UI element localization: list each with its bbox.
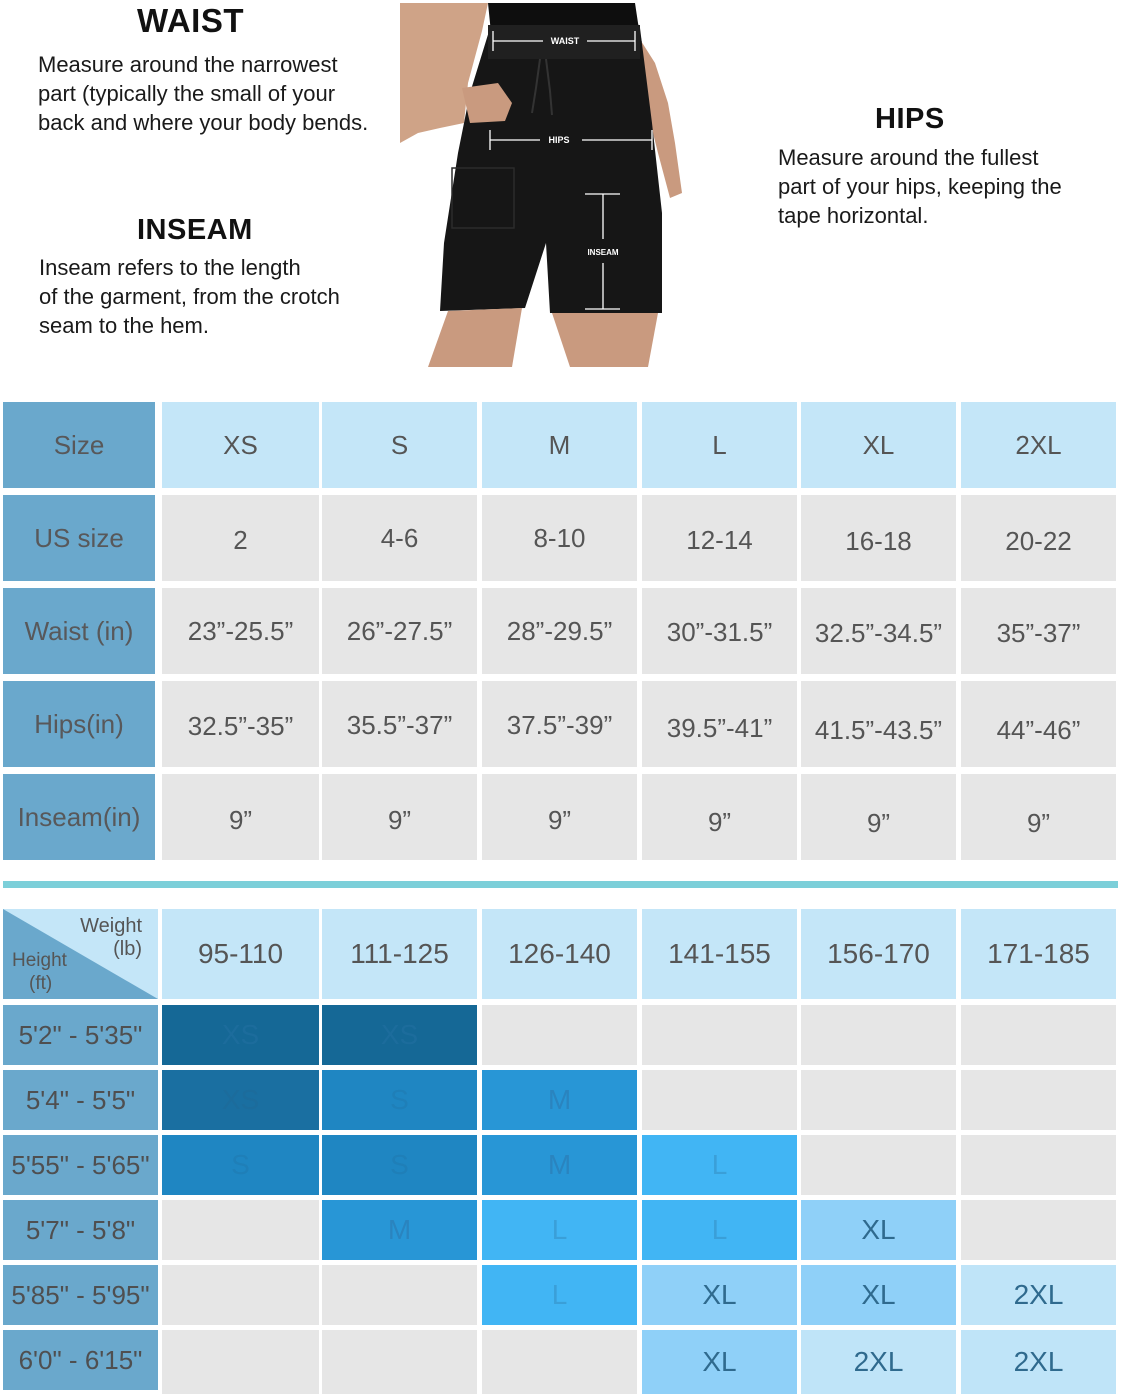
inseam-heading: INSEAM (137, 214, 253, 246)
left-leg (428, 308, 522, 367)
size-recommendation-cell: L (482, 1200, 637, 1260)
weight-header-cell: 126-140 (482, 909, 637, 999)
size-recommendation-cell: XL (642, 1265, 797, 1325)
size-recommendation-cell: M (322, 1200, 477, 1260)
inseam-description-line: of the garment, from the crotch (39, 284, 340, 309)
figure-label-waist: WAIST (550, 36, 580, 46)
height-row-label: 5'4" - 5'5" (3, 1070, 158, 1130)
size-recommendation-cell (162, 1265, 319, 1325)
right-leg (552, 313, 658, 367)
height-unit-label: (ft) (29, 973, 53, 994)
size-header-cell: XL (801, 402, 956, 488)
size-recommendation-cell: M (482, 1135, 637, 1195)
waist-description (38, 50, 368, 137)
size-table-cell: 12-14 (642, 495, 797, 581)
hips-description-line: Measure around the fullest (778, 145, 1039, 170)
hips-heading: HIPS (875, 103, 945, 135)
size-recommendation-cell: XS (162, 1070, 319, 1130)
size-recommendation-cell (961, 1135, 1116, 1195)
size-table-cell: 39.5”-41” (642, 681, 797, 767)
size-recommendation-cell (642, 1070, 797, 1130)
size-table-cell: 9” (961, 774, 1116, 860)
size-table-row-label: Size (3, 402, 155, 488)
height-axis-label (12, 949, 67, 995)
size-header-cell: XS (162, 402, 319, 488)
size-table-cell: 4-6 (322, 495, 477, 581)
size-recommendation-cell: S (322, 1135, 477, 1195)
shorts-body (440, 28, 662, 313)
size-recommendation-cell (322, 1265, 477, 1325)
size-table-cell: 9” (801, 774, 956, 860)
weight-axis-label (80, 915, 142, 961)
size-table-cell: 16-18 (801, 495, 956, 581)
size-recommendation-cell (642, 1005, 797, 1065)
size-table-cell: 35”-37” (961, 588, 1116, 674)
size-table-cell: 9” (482, 774, 637, 860)
weight-height-corner-header (3, 909, 158, 999)
weight-unit-label: (lb) (113, 938, 142, 960)
size-header-cell: L (642, 402, 797, 488)
size-table-cell: 32.5”-34.5” (801, 588, 956, 674)
size-table-cell: 9” (642, 774, 797, 860)
size-header-cell: M (482, 402, 637, 488)
height-row-label: 6'0" - 6'15" (3, 1330, 158, 1390)
size-table-cell: 32.5”-35” (162, 681, 319, 767)
size-table-row-label: US size (3, 495, 155, 581)
size-recommendation-cell (801, 1070, 956, 1130)
figure-label-hips: HIPS (548, 135, 570, 145)
size-recommendation-cell: XS (322, 1005, 477, 1065)
size-table-cell: 2 (162, 495, 319, 581)
height-row-label: 5'2" - 5'35" (3, 1005, 158, 1065)
size-recommendation-cell (162, 1200, 319, 1260)
inseam-description (39, 253, 340, 340)
height-label: Height (12, 950, 67, 971)
size-recommendation-cell: 2XL (961, 1265, 1116, 1325)
size-table-cell: 41.5”-43.5” (801, 681, 956, 767)
size-table-cell: 37.5”-39” (482, 681, 637, 767)
size-recommendation-cell (482, 1330, 637, 1394)
figure-label-inseam: INSEAM (587, 248, 619, 257)
size-table-cell: 28”-29.5” (482, 588, 637, 674)
height-row-label: 5'55" - 5'65" (3, 1135, 158, 1195)
size-recommendation-cell: XL (642, 1330, 797, 1394)
size-recommendation-cell: 2XL (961, 1330, 1116, 1394)
size-table-cell: 20-22 (961, 495, 1116, 581)
weight-header-cell: 95-110 (162, 909, 319, 999)
height-row-label: 5'85" - 5'95" (3, 1265, 158, 1325)
size-recommendation-cell: L (482, 1265, 637, 1325)
weight-header-cell: 156-170 (801, 909, 956, 999)
weight-header-cell: 111-125 (322, 909, 477, 999)
size-recommendation-cell: L (642, 1200, 797, 1260)
size-recommendation-cell: XL (801, 1200, 956, 1260)
size-table-cell: 30”-31.5” (642, 588, 797, 674)
height-row-label: 5'7" - 5'8" (3, 1200, 158, 1260)
waist-heading: WAIST (137, 2, 244, 39)
size-recommendation-cell: XL (801, 1265, 956, 1325)
size-recommendation-cell: XS (162, 1005, 319, 1065)
size-recommendation-cell (801, 1135, 956, 1195)
size-table-row-label: Hips(in) (3, 681, 155, 767)
size-recommendation-cell: 2XL (801, 1330, 956, 1394)
size-recommendation-cell: S (162, 1135, 319, 1195)
size-recommendation-cell: S (322, 1070, 477, 1130)
weight-header-cell: 141-155 (642, 909, 797, 999)
size-header-cell: 2XL (961, 402, 1116, 488)
size-table-cell: 9” (322, 774, 477, 860)
size-header-cell: S (322, 402, 477, 488)
shorts-illustration (400, 3, 685, 367)
size-table-cell: 35.5”-37” (322, 681, 477, 767)
size-recommendation-cell (322, 1330, 477, 1394)
size-recommendation-cell: M (482, 1070, 637, 1130)
size-table-cell: 44”-46” (961, 681, 1116, 767)
weight-header-cell: 171-185 (961, 909, 1116, 999)
size-table-cell: 8-10 (482, 495, 637, 581)
size-recommendation-cell (801, 1005, 956, 1065)
hips-description (778, 143, 1062, 230)
size-recommendation-cell (961, 1005, 1116, 1065)
size-recommendation-cell: L (642, 1135, 797, 1195)
hips-description-line: tape horizontal. (778, 203, 929, 228)
size-table-cell: 9” (162, 774, 319, 860)
weight-label: Weight (80, 915, 142, 937)
inseam-description-line: seam to the hem. (39, 313, 209, 338)
waist-description-line: Measure around the narrowest (38, 52, 338, 77)
size-recommendation-cell (482, 1005, 637, 1065)
hips-description-line: part of your hips, keeping the (778, 174, 1062, 199)
waist-description-line: back and where your body bends. (38, 110, 369, 135)
size-table-row-label: Waist (in) (3, 588, 155, 674)
inseam-description-line: Inseam refers to the length (39, 255, 301, 280)
waist-description-line: part (typically the small of your (38, 81, 336, 106)
size-recommendation-cell (961, 1200, 1116, 1260)
size-recommendation-cell (961, 1070, 1116, 1130)
size-table-cell: 26”-27.5” (322, 588, 477, 674)
size-table-row-label: Inseam(in) (3, 774, 155, 860)
section-divider (3, 881, 1118, 888)
size-table-cell: 23”-25.5” (162, 588, 319, 674)
size-recommendation-cell (162, 1330, 319, 1394)
